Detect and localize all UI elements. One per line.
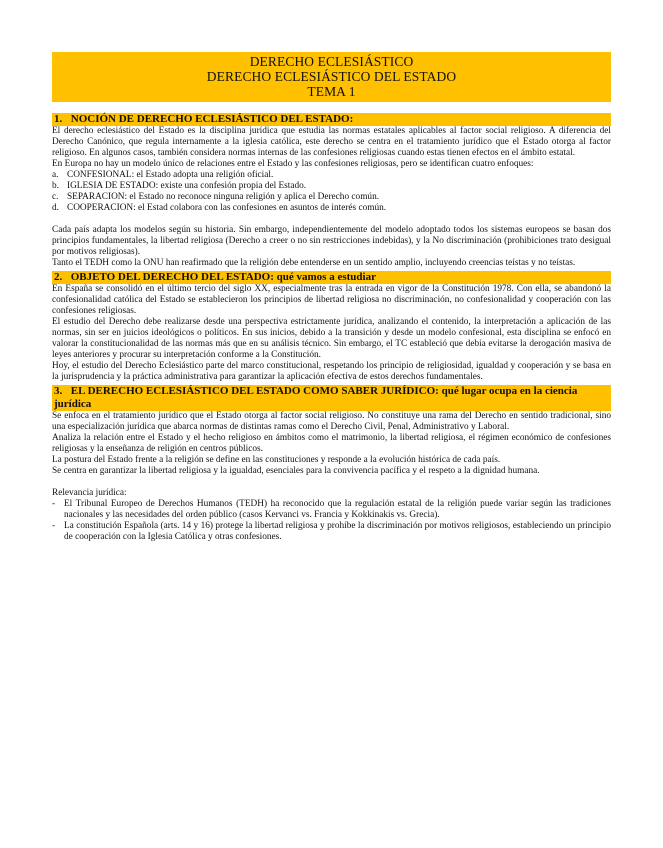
title-line-3: TEMA 1 <box>307 84 356 99</box>
section-2-paragraph: El estudio del Derecho debe realizarse desde una perspectiva estrictamente jurídica, analizando el contenido, la interpretación a aplicación de las normas, sin ser en juicios ideológicos o políticos. En sus inicios, debido a la transición y desde un modelo confesional, esta disciplina se enfocó en valorar la constitucionalidad de las normas más que en su análisis técnico. Sin embargo, el TC estableció que debía evitarse la derogación masiva de leyes anteriores y procurar su interpretación conforme a la Constitución. <box>52 317 611 360</box>
section-3-paragraph: Se centra en garantizar la libertad religiosa y la igualdad, esenciales para la convivencia pacífica y el respeto a la dignidad humana. <box>52 466 540 476</box>
section-3-paragraph: Analiza la relación entre el Estado y el hecho religioso en ámbitos como el matrimonio, la libertad religiosa, el régimen económico de confesiones religiosas y la enseñanza de religión en centros públicos. <box>52 433 611 454</box>
title-line-1: DERECHO ECLESIÁSTICO <box>249 54 414 69</box>
list-item: - La constitución Española (arts. 14 y 16) protege la libertad religiosa y prohíbe la discriminación por motivos religiosos, estableciendo un principio de cooperación con la Iglesia Católica y otras confesiones. <box>52 521 611 542</box>
section-2-heading <box>52 271 611 284</box>
section-2-title: OBJETO DEL DERECHO DEL ESTADO: qué vamos a estudiar <box>70 271 376 283</box>
document-page <box>52 52 611 543</box>
relevance-list <box>52 499 611 543</box>
section-2-paragraph: Hoy, el estudio del Derecho Eclesiástico parte del marco constitucional, respetando los principio de religiosidad, igualdad y cooperación y se basa en la jurisprudencia y la práctica administrativa para garantizar la aplicación efectiva de estos derechos fundamentales. <box>52 361 611 382</box>
section-3-title-tail: qué lugar ocupa en la ciencia jurídica <box>54 385 578 410</box>
section-2-paragraph: En España se consolidó en el último tercio del siglo XX, especialmente tras la entrada en vigor de la Constitución 1978. Con ella, se abandonó la confesionalidad católica del Estado se establecieron los principios de libertad religiosa no discriminación, no confesionalidad y cooperación con las confesiones religiosas. <box>52 284 611 316</box>
section-1-paragraph: Tanto el TEDH como la ONU han reafirmado que la religión debe entenderse en un sentido amplio, incluyendo creencias teístas y no teístas. <box>52 258 576 268</box>
section-3-paragraph: La postura del Estado frente a la religión se define en las constituciones y responde a la evolución histórica de cada país. <box>52 455 501 465</box>
section-3-number: 3. <box>54 385 63 397</box>
section-1-number: 1. <box>54 113 63 125</box>
title-line-2: DERECHO ECLESIÁSTICO DEL ESTADO <box>206 69 457 84</box>
section-1-paragraph: Cada país adapta los modelos según su historia. Sin embargo, independientemente del modelo adoptado todos los sistemas europeos se basan dos principios fundamentales, la libertad religiosa (Derecho a creer o no sin restricciones indebidas), y la No discriminación (prohibiciones trato desigual por motivos religiosas). <box>52 225 611 257</box>
relevance-label: Relevancia jurídica: <box>52 488 127 498</box>
section-2-number: 2. <box>54 271 63 283</box>
title-block <box>52 52 611 102</box>
models-list <box>52 170 611 214</box>
section-1-title: NOCIÓN DE DERECHO ECLESIÁSTICO DEL ESTADO: <box>70 113 354 125</box>
section-1-paragraph: En Europa no hay un modelo único de relaciones entre el Estado y las confesiones religiosas, pero se identifican cuatro enfoques: <box>52 159 534 169</box>
section-1-heading <box>52 113 611 126</box>
section-3-heading <box>52 385 611 411</box>
list-item: b. IGLESIA DE ESTADO: existe una confesión propia del Estado. <box>52 181 307 191</box>
section-1-paragraph: El derecho eclesiástico del Estado es la disciplina jurídica que estudia las normas estatales aplicables al factor social religioso. A diferencia del Derecho Canónico, que regula internamente a la iglesia católica, este derecho se centra en el tratamiento jurídico que el Estado otorga al factor religioso. En algunos casos, también considera normas internas de las confesiones religiosas cuando estas tienen efectos en el ámbito estatal. <box>52 126 611 158</box>
section-3-title: EL DERECHO ECLESIÁSTICO DEL ESTADO COMO SABER JURÍDICO: <box>70 385 439 397</box>
list-item: d. COOPERACION: el Estad colabora con las confesiones en asuntos de interés común. <box>52 203 387 213</box>
list-item: - El Tribunal Europeo de Derechos Humanos (TEDH) ha reconocido que la regulación estatal de la religión puede variar según las tradiciones nacionales y las necesidades del orden público (casos Kervanci vs. Francia y Kokkinakis vs. Grecia). <box>52 499 611 520</box>
list-item: a. CONFESIONAL: el Estado adopta una religión oficial. <box>52 170 274 180</box>
list-item: c. SEPARACION: el Estado no reconoce ninguna religión y aplica el Derecho común. <box>52 192 380 202</box>
section-3-paragraph: Se enfoca en el tratamiento jurídico que el Estado otorga al factor social religioso. No constituye una rama del Derecho en sentido tradicional, sino una especialización jurídica que abarca normas de distintas ramas como el Derecho Civil, Penal, Administrativo y Laboral. <box>52 411 611 432</box>
